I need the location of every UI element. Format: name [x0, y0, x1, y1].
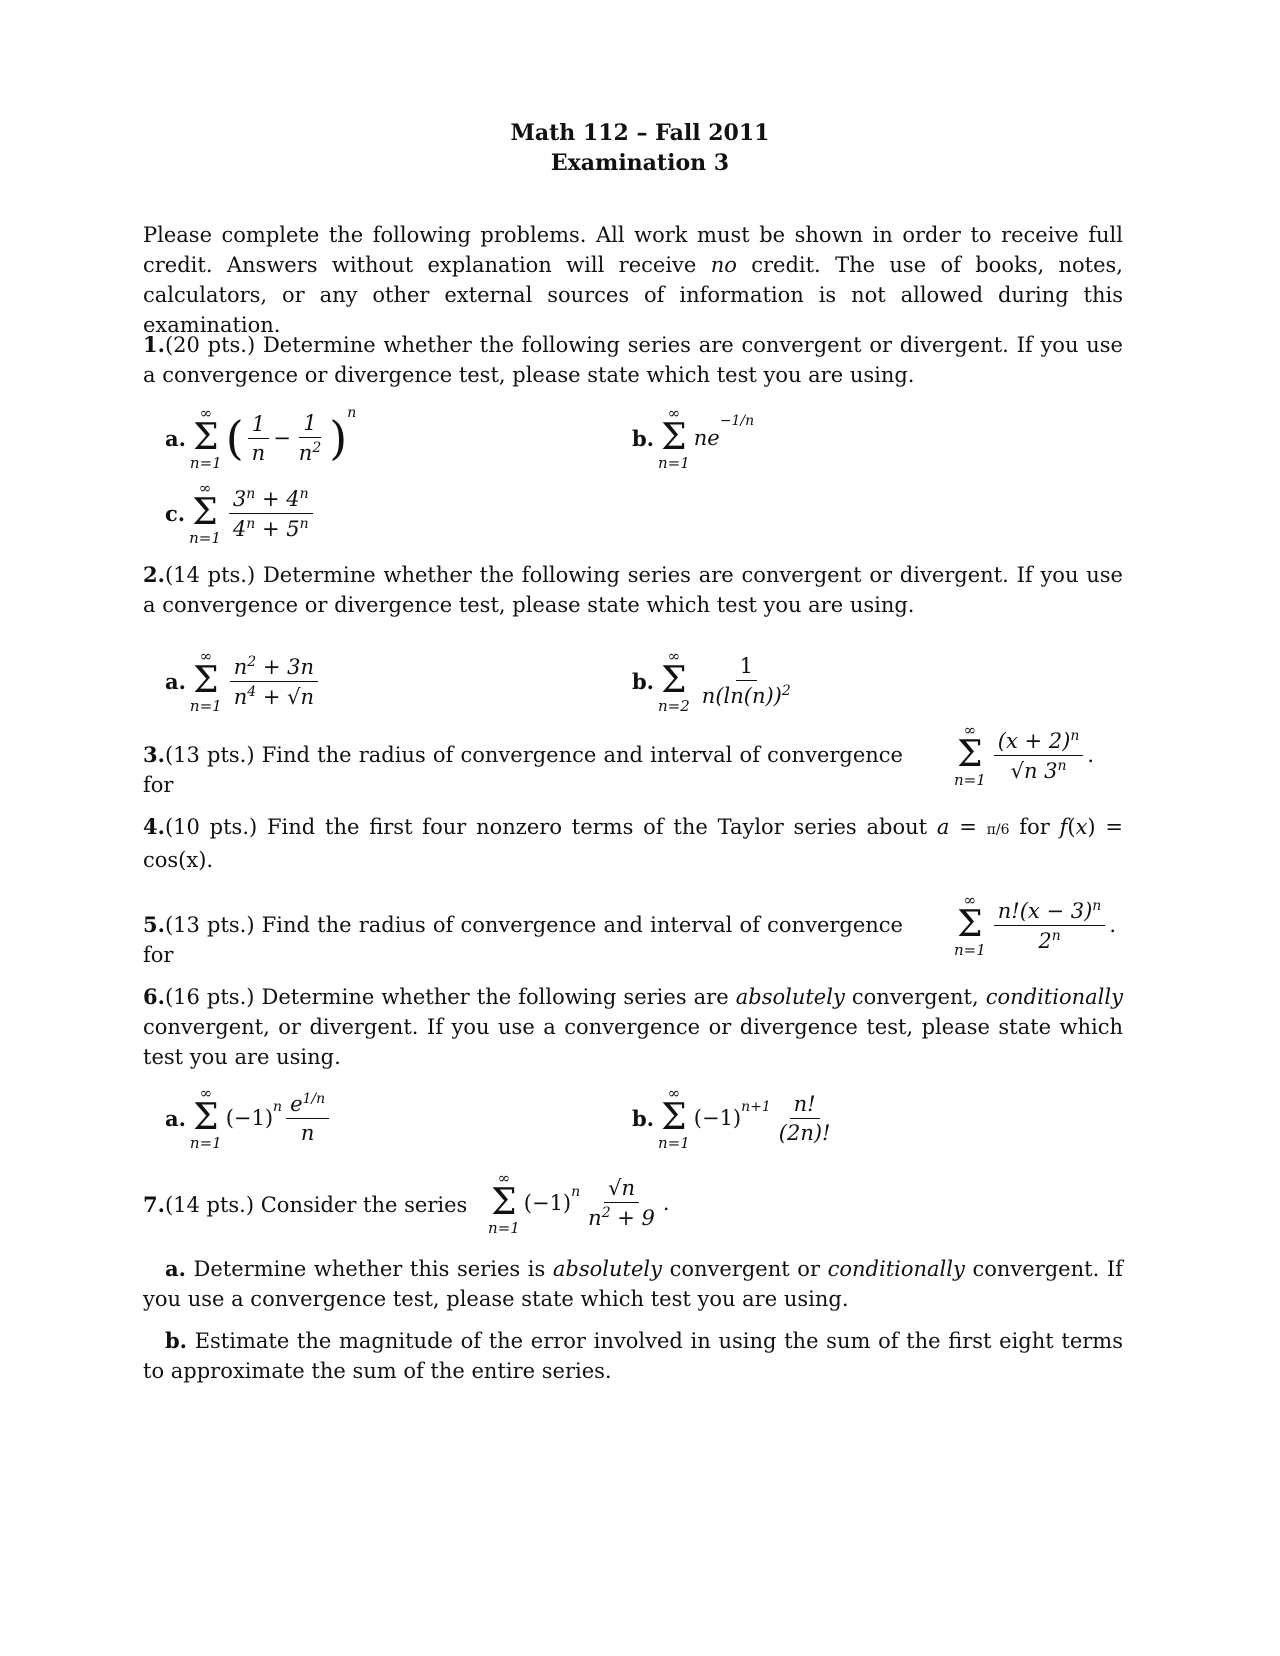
- p2a-expression: a. ∞ Σ n=1 $\frac{n^2 + 3n}{n^4 + √n}$: [165, 648, 322, 714]
- problem-2-number: 2.: [143, 562, 165, 587]
- problem-6-text-b: convergent,: [851, 985, 979, 1009]
- problem-6-em-absolutely: absolutely: [735, 985, 845, 1009]
- sigma-symbol: ∞ Σ n=1: [189, 404, 222, 472]
- p3-expression: ∞ Σ n=1 $\frac{(x + 2)^n}{√n 3^n}$ .: [954, 721, 1095, 789]
- p6a-label: a.: [165, 1105, 186, 1131]
- sigma-symbol: ∞ Σ n=2: [658, 647, 690, 715]
- sigma-symbol: ∞ Σ n=1: [488, 1169, 520, 1237]
- problem-5-text: (13 pts.) Find the radius of convergence and interval of convergence for: [143, 913, 903, 967]
- problem-7b-label: b.: [165, 1328, 187, 1353]
- exam-subtitle: Examination 3: [550, 150, 730, 176]
- problem-6-number: 6.: [143, 984, 165, 1009]
- p1b-label: b.: [632, 425, 654, 451]
- instructions: [143, 220, 1123, 340]
- sigma-symbol: ∞ Σ n=1: [189, 479, 221, 547]
- p6b-label: b.: [632, 1105, 654, 1131]
- p6a-expression: a. ∞ Σ n=1 (−1) $^n$ $\frac{e^{1/n}}{n}$: [165, 1085, 333, 1151]
- p1a-expression: a. ∞ Σ n=1 ( $\frac{1}{n}$ − $\frac{1}{n^2}$ ) $^n$: [165, 404, 357, 472]
- instructions-text: Please complete the following problems. All work must be shown in order to receive full credit. Answers without explanation will receive: [143, 223, 1123, 277]
- instructions-text-rest: credit. The use of books, notes, calculators, or any other external sources of information is not allowed during this examination.: [143, 253, 1123, 337]
- sigma-symbol: ∞ Σ n=1: [189, 1084, 222, 1152]
- p1c-expression: c. ∞ Σ n=1 $\frac{3^n + 4^n}{4^n + 5^n}$: [165, 480, 317, 546]
- p2a-label: a.: [165, 668, 186, 694]
- problem-7-number: 7.: [143, 1192, 165, 1217]
- instructions-emphasis: no: [710, 253, 737, 277]
- problem-7-text: (14 pts.) Consider the series: [164, 1193, 468, 1217]
- problem-6: [143, 982, 1123, 1072]
- problem-5-number: 5.: [143, 912, 165, 937]
- problem-6-text-a: (16 pts.) Determine whether the following series are: [164, 985, 729, 1009]
- sigma-symbol: ∞ Σ n=1: [658, 1084, 690, 1152]
- problem-7: [143, 1190, 473, 1220]
- problem-7a-label: a.: [165, 1256, 186, 1281]
- problem-7a: [143, 1254, 1123, 1314]
- problem-7a-em-absolutely: absolutely: [552, 1257, 662, 1281]
- problem-6-em-conditionally: conditionally: [985, 985, 1123, 1009]
- problem-1: [143, 330, 1123, 390]
- sigma-symbol: ∞ Σ n=1: [954, 721, 986, 789]
- p1c-label: c.: [165, 500, 186, 526]
- problem-6-text-c: convergent, or divergent. If you use a convergence or divergence test, please state which test you are using.: [143, 1015, 1123, 1069]
- sigma-symbol: ∞ Σ n=1: [954, 891, 986, 959]
- exam-title: Math 112 – Fall 2011: [510, 120, 770, 146]
- problem-7b-text: Estimate the magnitude of the error involved in using the sum of the first eight terms to approximate the sum of the entire series.: [143, 1329, 1123, 1383]
- problem-7a-text2: convergent or: [669, 1257, 820, 1281]
- problem-5: [143, 910, 903, 970]
- problem-3-number: 3.: [143, 742, 165, 767]
- problem-2-text: (14 pts.) Determine whether the following series are convergent or divergent. If you use a convergence or divergence test, please state which test you are using.: [143, 563, 1123, 617]
- problem-2: [143, 560, 1123, 620]
- p1b-expression: b. ∞ Σ n=1 ne $^{-1/n}$: [632, 404, 755, 472]
- problem-7a-text1: Determine whether this series is: [193, 1257, 546, 1281]
- problem-7a-em-conditionally: conditionally: [827, 1257, 965, 1281]
- problem-4-number: 4.: [143, 814, 165, 839]
- problem-7b: [143, 1326, 1123, 1386]
- p6b-expression: b. ∞ Σ n=1 (−1) $^{n+1}$ $\frac{n!}{(2n)!}$: [632, 1084, 831, 1152]
- p7-expression: ∞ Σ n=1 (−1) $^n$ $\frac{√n}{n^2 + 9}$ .: [488, 1169, 670, 1237]
- problem-7a-text3: convergent. If you use a convergence test, please state which test you are using.: [143, 1257, 1123, 1311]
- problem-4: 4.(10 pts.) Find the first four nonzero terms of the Taylor series about a = π/6 for f(x) = cos(x).: [143, 814, 1123, 872]
- problem-4-function: cos(x).: [143, 848, 214, 872]
- sigma-symbol: ∞ Σ n=1: [189, 647, 222, 715]
- p5-expression: ∞ Σ n=1 $\frac{n!(x - 3)^n}{2^n}$ .: [954, 891, 1116, 959]
- sigma-symbol: ∞ Σ n=1: [658, 404, 690, 472]
- problem-4-text: (10 pts.) Find the first four nonzero terms of the Taylor series about: [164, 815, 928, 839]
- problem-4-text-for: for: [1019, 815, 1050, 839]
- problem-3: [143, 740, 903, 800]
- p1a-label: a.: [165, 425, 186, 451]
- problem-1-number: 1.: [143, 332, 165, 357]
- p2b-label: b.: [632, 668, 654, 694]
- problem-3-text: (13 pts.) Find the radius of convergence and interval of convergence for: [143, 743, 903, 797]
- problem-1-text: (20 pts.) Determine whether the following series are convergent or divergent. If you use a convergence or divergence test, please state which test you are using.: [143, 333, 1123, 387]
- p2b-expression: b. ∞ Σ n=2 $\frac{1}{n(\ln(n))^2}$: [632, 647, 791, 715]
